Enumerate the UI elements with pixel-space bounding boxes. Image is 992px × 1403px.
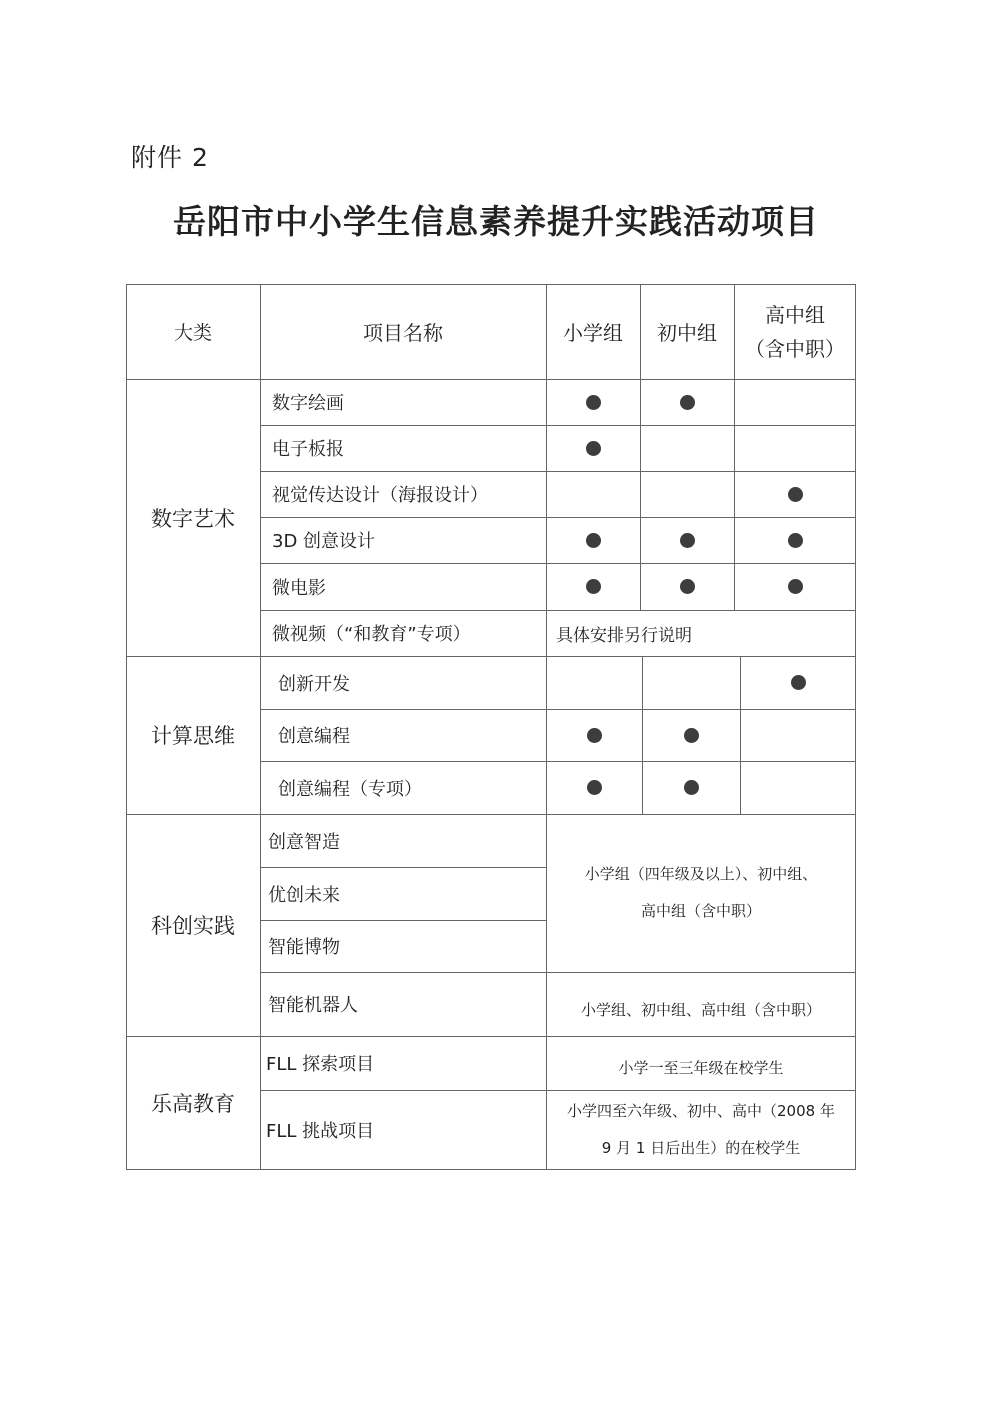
- participation-dot: [586, 441, 601, 456]
- grid-line: [260, 972, 856, 973]
- note-group-eligibility: [546, 814, 856, 972]
- dot-cell: [734, 379, 856, 425]
- dot-cell: [734, 471, 856, 517]
- grid-line: [546, 284, 547, 1170]
- table-border: [855, 284, 856, 1170]
- dot-cell: [546, 709, 642, 761]
- header-senior: [734, 284, 856, 379]
- dot-cell: [546, 656, 642, 709]
- note-group-line1: 小学组（四年级及以上）、初中组、: [584, 865, 818, 883]
- grid-line: [260, 517, 856, 518]
- grid-line: [126, 656, 856, 657]
- grid-line: [260, 471, 856, 472]
- grid-line: [260, 920, 546, 921]
- project-name: 微视频（“和教育”专项）: [272, 624, 471, 645]
- grid-line: [126, 379, 856, 380]
- project-name: 创新开发: [278, 673, 350, 695]
- dot-cell: [546, 425, 640, 471]
- grid-line: [126, 814, 856, 815]
- header-category: 大类: [173, 322, 212, 344]
- dot-cell: [546, 563, 640, 610]
- note-robot-groups: 小学组、初中组、高中组（含中职）: [580, 1000, 821, 1019]
- grid-line: [260, 1090, 856, 1091]
- project-name: 创意智造: [268, 831, 340, 853]
- participation-dot: [788, 487, 803, 502]
- grid-line: [260, 284, 261, 1170]
- category-innovation-practice: 科创实践: [151, 914, 235, 938]
- dot-cell: [740, 656, 856, 709]
- participation-dot: [586, 533, 601, 548]
- table-border: [126, 284, 856, 285]
- dot-cell: [546, 761, 642, 814]
- header-senior-line1: 高中组: [765, 302, 825, 327]
- grid-line: [260, 867, 546, 868]
- dot-cell: [734, 563, 856, 610]
- grid-line: [734, 284, 735, 610]
- grid-line: [260, 610, 856, 611]
- project-name: 数字绘画: [272, 393, 344, 414]
- note-fll-challenge: [546, 1090, 856, 1170]
- project-name: 创意编程（专项）: [278, 778, 422, 800]
- grid-line: [260, 563, 856, 564]
- project-name: 视觉传达设计（海报设计）: [272, 485, 488, 506]
- participation-dot: [791, 675, 806, 690]
- dot-cell: [640, 379, 734, 425]
- header-name: 项目名称: [363, 321, 443, 345]
- dot-cell: [740, 761, 856, 814]
- dot-cell: [640, 563, 734, 610]
- dot-cell: [546, 517, 640, 563]
- page-title: 岳阳市中小学生信息素养提升实践活动项目: [173, 202, 819, 241]
- grid-line: [642, 656, 643, 814]
- dot-cell: [740, 709, 856, 761]
- project-name: 创意编程: [278, 726, 350, 747]
- project-name: 优创未来: [268, 884, 340, 906]
- project-name: 智能机器人: [268, 995, 358, 1016]
- project-name: FLL 探索项目: [266, 1054, 375, 1075]
- header-primary: 小学组: [563, 321, 623, 345]
- project-name: FLL 挑战项目: [266, 1121, 375, 1142]
- note-fll-line2: 9 月 1 日后出生）的在校学生: [601, 1139, 801, 1157]
- participation-dot: [587, 780, 602, 795]
- category-digital-art: 数字艺术: [151, 506, 235, 531]
- table-border: [126, 284, 127, 1170]
- note-arranged-separately: 具体安排另行说明: [556, 625, 692, 646]
- participation-dot: [788, 579, 803, 594]
- note-group-line2: 高中组（含中职）: [640, 902, 761, 920]
- grid-line: [640, 284, 641, 610]
- dot-cell: [642, 709, 740, 761]
- dot-cell: [546, 379, 640, 425]
- category-computational-thinking: 计算思维: [151, 724, 235, 748]
- participation-dot: [684, 780, 699, 795]
- table-border: [126, 1169, 856, 1170]
- dot-cell: [640, 425, 734, 471]
- participation-dot: [586, 395, 601, 410]
- participation-dot: [680, 395, 695, 410]
- grid-line: [260, 709, 856, 710]
- category-lego-education: 乐高教育: [151, 1092, 235, 1116]
- project-name: 3D 创意设计: [272, 531, 376, 552]
- participation-dot: [680, 579, 695, 594]
- project-name: 微电影: [272, 577, 326, 599]
- participation-dot: [684, 728, 699, 743]
- dot-cell: [546, 471, 640, 517]
- participation-dot: [788, 533, 803, 548]
- header-senior-line2: （含中职）: [745, 336, 845, 361]
- grid-line: [740, 656, 741, 814]
- dot-cell: [734, 517, 856, 563]
- project-table: [126, 284, 856, 1170]
- grid-line: [260, 425, 856, 426]
- dot-cell: [642, 761, 740, 814]
- project-name: 智能博物: [268, 937, 340, 958]
- note-fll-explore: 小学一至三年级在校学生: [618, 1058, 784, 1077]
- participation-dot: [586, 579, 601, 594]
- dot-cell: [642, 656, 740, 709]
- header-junior: 初中组: [657, 321, 717, 345]
- dot-cell: [734, 425, 856, 471]
- dot-cell: [640, 517, 734, 563]
- grid-line: [126, 1036, 856, 1037]
- participation-dot: [587, 728, 602, 743]
- participation-dot: [680, 533, 695, 548]
- note-fll-line1: 小学四至六年级、初中、高中（2008 年: [567, 1102, 835, 1120]
- attachment-label: 附件 2: [131, 143, 209, 172]
- project-name: 电子板报: [272, 439, 344, 460]
- grid-line: [260, 761, 856, 762]
- dot-cell: [640, 471, 734, 517]
